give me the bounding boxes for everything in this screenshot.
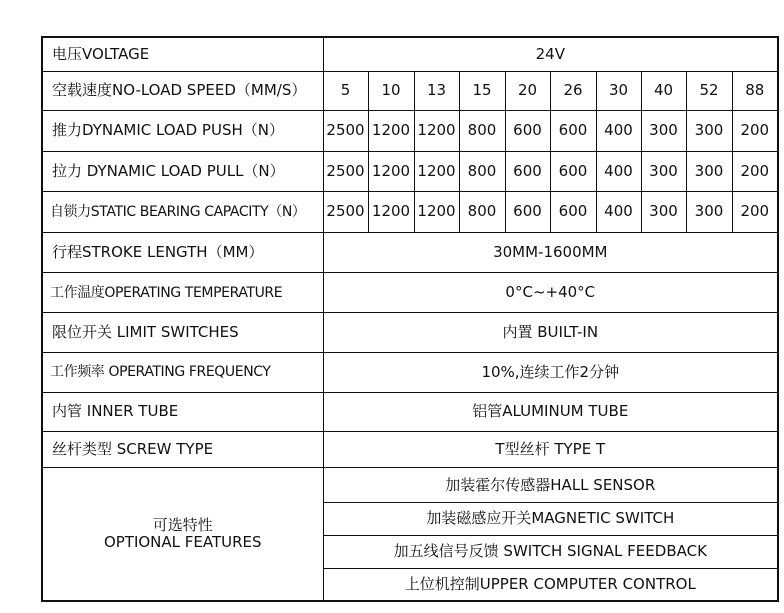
- table-cell: 600: [505, 151, 550, 191]
- row-screw: [42, 431, 778, 467]
- table-cell: 400: [596, 192, 641, 232]
- table-cell: 1200: [414, 192, 459, 232]
- table-cell: 300: [686, 111, 732, 151]
- optional-item: 加五线信号反馈 SWITCH SIGNAL FEEDBACK: [323, 535, 778, 568]
- table-cell: 300: [686, 192, 732, 232]
- table-cell: 200: [732, 151, 778, 191]
- row-label: 自锁力STATIC BEARING CAPACITY（N）: [42, 192, 323, 232]
- table-cell: 600: [550, 151, 596, 191]
- table-cell: 800: [459, 111, 505, 151]
- row-label: 内管 INNER TUBE: [42, 393, 323, 431]
- row-optional-1: [42, 467, 778, 502]
- table-cell: 2500: [323, 111, 368, 151]
- table-cell: 40: [641, 71, 686, 110]
- row-value: 30MM-1600MM: [323, 232, 778, 272]
- optional-features-label: [42, 467, 323, 601]
- optional-label-en: OPTIONAL FEATURES: [103, 532, 262, 551]
- row-value: T型丝杆 TYPE T: [323, 431, 778, 467]
- optional-item: 加装磁感应开关MAGNETIC SWITCH: [323, 503, 778, 535]
- row-label: 拉力 DYNAMIC LOAD PULL（N）: [42, 151, 323, 191]
- table-cell: 300: [641, 192, 686, 232]
- table-cell: 52: [686, 71, 732, 110]
- table-cell: 200: [732, 111, 778, 151]
- row-limit: [42, 313, 778, 352]
- table-cell: 600: [550, 111, 596, 151]
- row-value: 铝管ALUMINUM TUBE: [323, 393, 778, 431]
- table-cell: 15: [459, 71, 505, 110]
- row-value: 0°C~+40°C: [323, 272, 778, 312]
- table-cell: 200: [732, 192, 778, 232]
- table-cell: 88: [732, 71, 778, 110]
- table-cell: 10: [368, 71, 414, 110]
- row-voltage: [42, 37, 778, 71]
- row-stroke: [42, 232, 778, 272]
- spec-table: [41, 36, 779, 602]
- row-label: 限位开关 LIMIT SWITCHES: [42, 313, 323, 352]
- table-cell: 400: [596, 151, 641, 191]
- row-speed: [42, 71, 778, 110]
- table-cell: 400: [596, 111, 641, 151]
- table-cell: 800: [459, 192, 505, 232]
- row-tube: [42, 393, 778, 431]
- row-temperature: [42, 272, 778, 312]
- table-cell: 20: [505, 71, 550, 110]
- table-cell: 30: [596, 71, 641, 110]
- row-label: 推力DYNAMIC LOAD PUSH（N）: [42, 111, 323, 151]
- optional-item: 上位机控制UPPER COMPUTER CONTROL: [323, 569, 778, 601]
- table-cell: 600: [550, 192, 596, 232]
- row-label: 电压VOLTAGE: [42, 37, 323, 71]
- table-cell: 1200: [368, 151, 414, 191]
- row-value: 10%,连续工作2分钟: [323, 352, 778, 392]
- table-cell: 1200: [414, 111, 459, 151]
- table-cell: 1200: [368, 192, 414, 232]
- table-cell: 5: [323, 71, 368, 110]
- table-cell: 1200: [414, 151, 459, 191]
- row-label: 空载速度NO-LOAD SPEED（MM/S）: [42, 71, 323, 110]
- table-cell: 26: [550, 71, 596, 110]
- table-cell: 1200: [368, 111, 414, 151]
- table-cell: 13: [414, 71, 459, 110]
- row-push: [42, 111, 778, 151]
- row-value: 内置 BUILT-IN: [323, 313, 778, 352]
- optional-label-cn: 可选特性: [152, 515, 213, 534]
- table-cell: 300: [641, 151, 686, 191]
- row-label: 行程STROKE LENGTH（MM）: [42, 232, 323, 272]
- row-label: 工作温度OPERATING TEMPERATURE: [42, 272, 323, 312]
- table-cell: 600: [505, 192, 550, 232]
- row-label: 工作频率 OPERATING FREQUENCY: [42, 352, 323, 392]
- table-cell: 800: [459, 151, 505, 191]
- optional-item: 加装霍尔传感器HALL SENSOR: [323, 467, 778, 502]
- row-pull: [42, 151, 778, 191]
- table-cell: 600: [505, 111, 550, 151]
- table-cell: 300: [686, 151, 732, 191]
- row-label: 丝杆类型 SCREW TYPE: [42, 431, 323, 467]
- table-cell: 300: [641, 111, 686, 151]
- table-cell: 2500: [323, 151, 368, 191]
- row-frequency: [42, 352, 778, 392]
- row-value: 24V: [323, 37, 778, 71]
- table-cell: 2500: [323, 192, 368, 232]
- row-static: [42, 192, 778, 232]
